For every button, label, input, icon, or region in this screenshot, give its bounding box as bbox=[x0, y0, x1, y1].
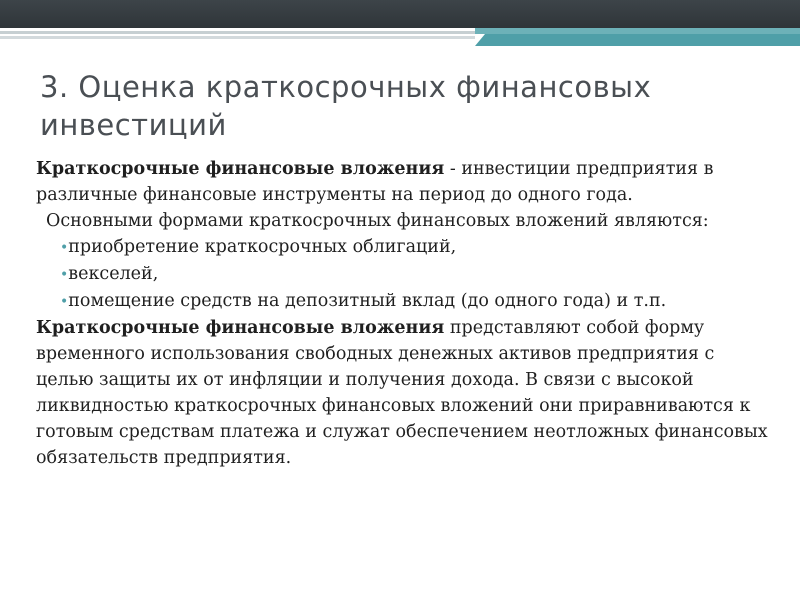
list-item-text: векселей, bbox=[68, 264, 159, 284]
slide-title: 3. Оценка краткосрочных финансовых инвестиций bbox=[40, 70, 652, 142]
accent-bar-top bbox=[475, 28, 800, 34]
explanation-paragraph bbox=[36, 315, 776, 471]
forms-list bbox=[36, 234, 776, 315]
header-stripe-secondary bbox=[0, 36, 475, 39]
bullet-icon: • bbox=[60, 240, 69, 256]
bullet-icon: • bbox=[60, 267, 69, 283]
list-item bbox=[60, 288, 776, 315]
forms-intro-paragraph: Основными формами краткосрочных финансовых вложений являются: bbox=[46, 211, 709, 231]
definition-paragraph bbox=[36, 156, 776, 208]
definition-term: Краткосрочные финансовые вложения bbox=[36, 159, 445, 179]
bullet-icon: • bbox=[60, 294, 69, 310]
definition-text: - инвестиции предприятия в различные финансовые инструменты на период до одного года. bbox=[36, 159, 714, 205]
slide-body bbox=[36, 156, 776, 471]
accent-bar bbox=[475, 34, 800, 46]
top-header-bar bbox=[0, 0, 800, 28]
list-item bbox=[60, 234, 776, 261]
explanation-term: Краткосрочные финансовые вложения bbox=[36, 318, 445, 338]
list-item bbox=[60, 261, 776, 288]
accent-notch bbox=[475, 34, 485, 46]
list-item-text: помещение средств на депозитный вклад (до одного года) и т.п. bbox=[68, 291, 667, 311]
explanation-text: представляют собой форму временного использования свободных денежных активов предприятия с целью защиты их от инфляции и получения дохода. В связи с высокой ликвидностью краткосрочных финансовых вложений они приравниваются к готовым средствам платежа и служат обеспечением неотложных финансовых обязательств предприятия. bbox=[36, 318, 768, 468]
list-item-text: приобретение краткосрочных облигаций, bbox=[68, 237, 457, 257]
